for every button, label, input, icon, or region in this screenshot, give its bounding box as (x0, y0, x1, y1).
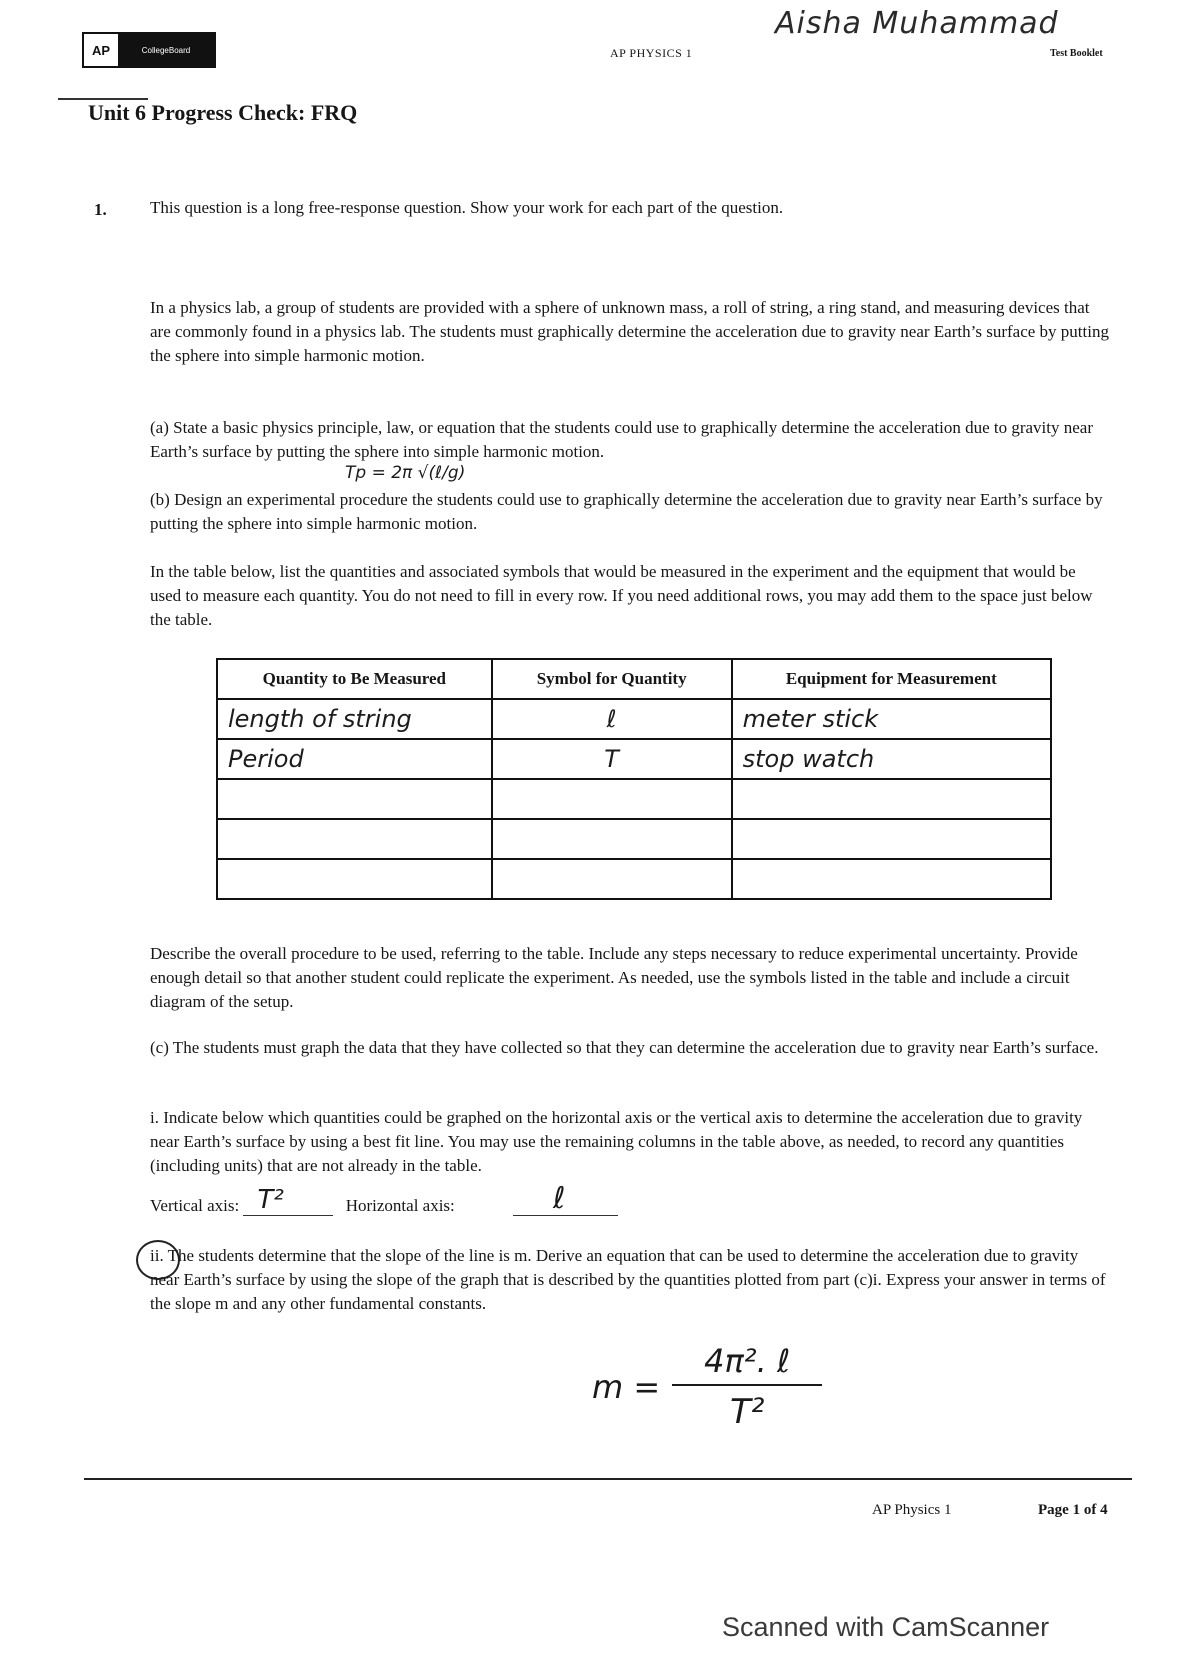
axis-answer-row (150, 1181, 618, 1216)
horizontal-axis-answer: ℓ (553, 1181, 566, 1216)
vertical-axis-label: Vertical axis: (150, 1196, 240, 1215)
table-row (217, 859, 1051, 899)
table-header: Equipment for Measurement (732, 659, 1051, 699)
table-cell[interactable]: Period (217, 739, 492, 779)
table-instructions: In the table below, list the quantities and associated symbols that would be measured in the experiment and the equipment that would be used to measure each quantity. You do not need to fill in every row. If you need additional rows, you may add them to the space just below the table. (150, 562, 1093, 629)
measurement-table (216, 658, 1052, 900)
question-scenario: In a physics lab, a group of students are provided with a sphere of unknown mass, a roll of string, a ring stand, and measuring devices that are commonly found in a physics lab. The students must graphically determine the acceleration due to gravity near Earth’s surface by putting the sphere into simple harmonic motion. (150, 298, 1109, 365)
table-cell[interactable] (492, 819, 732, 859)
table-header-row (217, 659, 1051, 699)
table-row (217, 819, 1051, 859)
equation-numerator: 4π². ℓ (704, 1342, 791, 1380)
page-title: Unit 6 Progress Check: FRQ (88, 100, 358, 125)
equation-lhs: m = (592, 1368, 661, 1406)
horizontal-axis-field[interactable] (513, 1181, 618, 1216)
part-a-handwritten-answer: Tp = 2π √(ℓ/g) (345, 463, 466, 483)
question-intro: This question is a long free-response question. Show your work for each part of the question. (150, 198, 784, 217)
header-course: AP PHYSICS 1 (610, 46, 693, 60)
header-booklet: Test Booklet (1050, 48, 1103, 59)
part-c-ii-prompt: ii. The students determine that the slope of the line is m. Derive an equation that can be used to determine the acceleration due to gravity near Earth’s surface by using the slope of the graph that is described by the quantities plotted from part (c)i. Express your answer in terms of the slope m and any other fundamental constants. (150, 1246, 1106, 1313)
question-number: 1. (94, 200, 107, 219)
table-cell[interactable]: ℓ (492, 699, 732, 739)
table-cell[interactable]: meter stick (732, 699, 1051, 739)
ap-collegeboard-logo (82, 32, 216, 68)
table-row (217, 739, 1051, 779)
footer-rule (84, 1478, 1132, 1480)
table-cell[interactable] (492, 779, 732, 819)
logo-collegeboard-text: CollegeBoard (141, 45, 191, 55)
table-cell[interactable] (492, 859, 732, 899)
table-cell[interactable]: stop watch (732, 739, 1051, 779)
table-cell[interactable]: T (492, 739, 732, 779)
table-cell[interactable] (217, 859, 492, 899)
vertical-axis-answer: T² (257, 1185, 284, 1215)
table-cell[interactable] (732, 819, 1051, 859)
horizontal-axis-label: Horizontal axis: (345, 1196, 455, 1215)
table-header: Symbol for Quantity (492, 659, 732, 699)
table-cell[interactable]: length of string (217, 699, 492, 739)
handwritten-slope-equation (592, 1342, 822, 1432)
handwritten-student-name: Aisha Muhammad (775, 6, 1059, 41)
logo-ap-text: AP (84, 34, 118, 66)
camscanner-watermark: Scanned with CamScanner (722, 1612, 1050, 1642)
procedure-instructions: Describe the overall procedure to be used, referring to the table. Include any steps necessary to reduce experimental uncertainty. Provide enough detail so that another student could replicate the experiment. As needed, use the symbols listed in the table and include a circuit diagram of the setup. (150, 944, 1078, 1011)
table-cell[interactable] (217, 819, 492, 859)
equation-denominator: T² (729, 1392, 765, 1432)
footer-page-number: Page 1 of 4 (1038, 1502, 1108, 1518)
part-a-prompt: (a) State a basic physics principle, law, or equation that the students could use to graphically determine the acceleration due to gravity near Earth’s surface by putting the sphere into simple harmonic motion. (150, 418, 1094, 461)
footer-course: AP Physics 1 (872, 1502, 952, 1518)
equation-fraction (672, 1342, 822, 1432)
table-cell[interactable] (732, 779, 1051, 819)
part-c-prompt: (c) The students must graph the data that they have collected so that they can determine the acceleration due to gravity near Earth’s surface. (150, 1038, 1099, 1057)
table-row (217, 779, 1051, 819)
table-cell[interactable] (732, 859, 1051, 899)
table-cell[interactable] (217, 779, 492, 819)
part-b-prompt: (b) Design an experimental procedure the students could use to graphically determine the acceleration due to gravity near Earth’s surface by putting the sphere into simple harmonic motion. (150, 490, 1103, 533)
table-header: Quantity to Be Measured (217, 659, 492, 699)
table-row (217, 699, 1051, 739)
vertical-axis-field[interactable] (243, 1185, 333, 1216)
part-c-i-prompt: i. Indicate below which quantities could be graphed on the horizontal axis or the vertical axis to determine the acceleration due to gravity near Earth’s surface by using a best fit line. You may use the remaining columns in the table above, as needed, to record any quantities (including units) that are not already in the table. (150, 1108, 1083, 1175)
